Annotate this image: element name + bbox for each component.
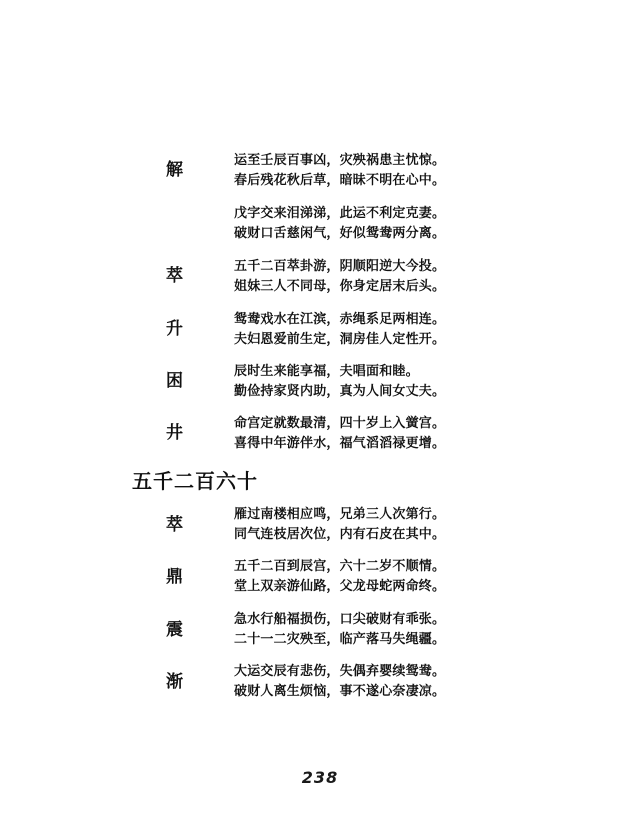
verse-block	[234, 414, 624, 454]
verse-line: 辰时生来能享福，夫唱面和睦。	[234, 364, 419, 379]
hexagram-label: 萃	[166, 515, 183, 535]
hexagram-label: 困	[166, 371, 183, 391]
page-number: 238	[301, 768, 339, 787]
verse-line: 戊字交来泪涕涕，此运不利定克妻。	[234, 206, 446, 221]
verse-line: 姐妹三人不同母，你身定居末后头。	[234, 279, 446, 294]
verse-line: 命宫定就数最清，四十岁上入黉宫。	[234, 416, 446, 431]
hexagram-label: 渐	[166, 672, 183, 692]
verse-block	[234, 362, 624, 402]
verse-line: 五千二百萃卦游，阴顺阳逆大今投。	[234, 259, 446, 274]
verse-block	[234, 505, 624, 545]
verse-line: 鸳鸯戏水在江滨，赤绳系足两相连。	[234, 312, 446, 327]
verse-line: 同气连枝居次位，内有石皮在其中。	[234, 527, 446, 542]
verse-line: 勤俭持家贤内助，真为人间女丈夫。	[234, 384, 446, 399]
verse-block	[234, 151, 624, 191]
verse-line: 大运交辰有悲伤，失偶弃婴续鸳鸯。	[234, 664, 446, 679]
hexagram-label: 萃	[166, 266, 183, 286]
hexagram-label: 升	[166, 319, 183, 339]
verse-line: 运至壬辰百事凶，灾殃祸患主忧惊。	[234, 153, 446, 168]
verse-line: 喜得中年游伴水，福气滔滔禄更增。	[234, 436, 446, 451]
verse-block	[234, 257, 624, 297]
verse-line: 急水行船福损伤，口尖破财有乖张。	[234, 612, 446, 627]
hexagram-label: 井	[166, 423, 183, 443]
verse-line: 破财人离生烦恼，事不遂心奈凄凉。	[234, 684, 446, 699]
verse-block	[234, 310, 624, 350]
verse-block	[234, 557, 624, 597]
verse-line: 堂上双亲游仙路，父龙母蛇两命终。	[234, 579, 446, 594]
section-heading: 五千二百六十	[132, 469, 258, 493]
verse-line: 夫妇恩爱前生定，洞房佳人定性开。	[234, 332, 446, 347]
hexagram-label: 解	[166, 160, 183, 180]
verse-block	[234, 610, 624, 650]
verse-line: 雁过南楼相应鸣，兄弟三人次第行。	[234, 507, 446, 522]
verse-block	[234, 662, 624, 702]
verse-line: 破财口舌慈闲气，好似鸳鸯两分离。	[234, 226, 446, 241]
verse-line: 春后残花秋后草，暗昧不明在心中。	[234, 173, 446, 188]
hexagram-label: 鼎	[166, 567, 183, 587]
hexagram-label: 震	[166, 620, 183, 640]
verse-block	[234, 204, 624, 244]
verse-line: 二十一二灾殃至，临产落马失绳疆。	[234, 632, 446, 647]
verse-line: 五千二百到辰宫，六十二岁不顺情。	[234, 559, 446, 574]
